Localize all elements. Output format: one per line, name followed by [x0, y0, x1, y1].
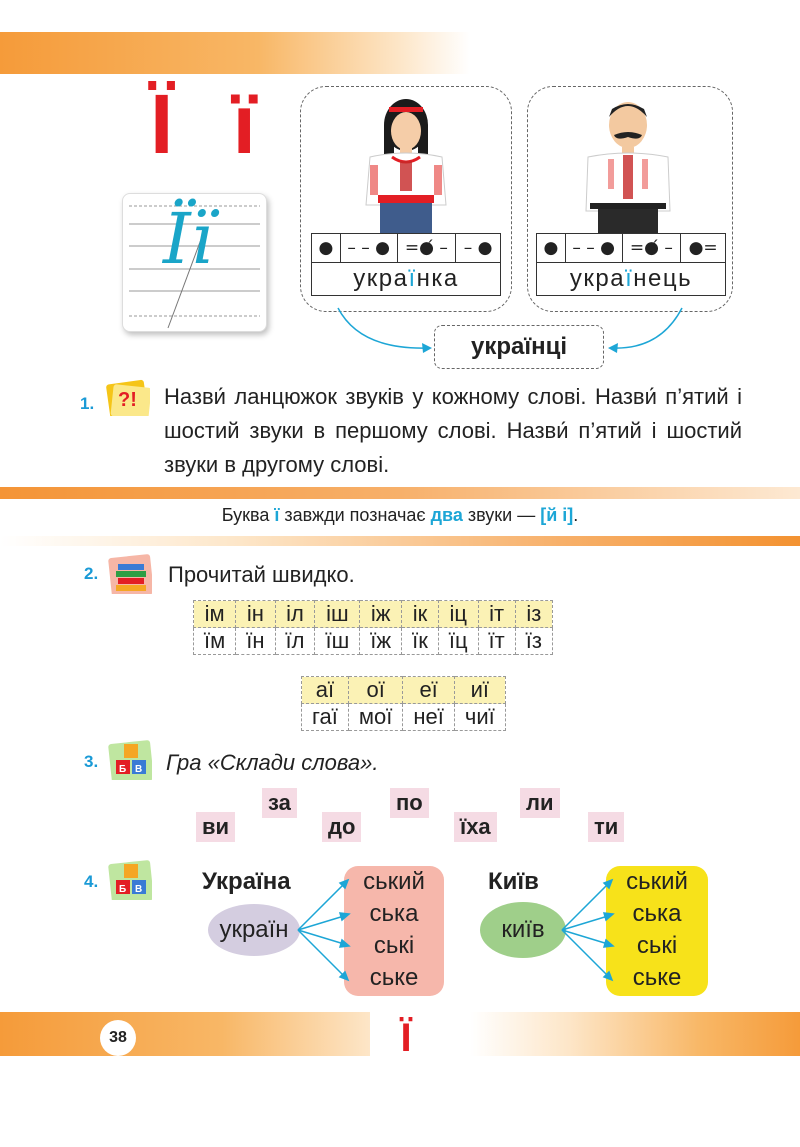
syllable: іц [438, 601, 478, 628]
word-kyiv: Київ [488, 868, 539, 895]
combined-word: українці [434, 325, 604, 369]
syllable: аї [302, 677, 349, 704]
syllable: іт [478, 601, 515, 628]
scheme-cell: – – ● [566, 234, 623, 262]
syllable: ої [348, 677, 402, 704]
syllable-row [302, 704, 506, 731]
word-part: укра [569, 265, 626, 292]
task-2-text: Прочитай швидко. [168, 562, 355, 587]
task-4-number: 4. [84, 872, 99, 891]
rule-top-band [0, 487, 800, 499]
rule-text: Буква [221, 505, 275, 525]
syllable-table-2 [301, 676, 506, 731]
syllable-table-1 [193, 600, 553, 655]
abc-blocks-icon [106, 858, 152, 900]
game-word: ти [588, 812, 624, 842]
game-word: ли [520, 788, 560, 818]
page-number: 38 [100, 1020, 136, 1056]
suffix: ський [626, 868, 688, 895]
rule-bottom-band [0, 536, 800, 546]
suffix: ський [363, 868, 425, 895]
syllable: їз [515, 628, 552, 655]
syllable: їж [360, 628, 402, 655]
syllable: неї [403, 704, 455, 731]
copybook-card [122, 193, 267, 332]
syllable: гаї [302, 704, 349, 731]
word-ukrainets [536, 263, 726, 296]
cursive-letter: Її [163, 198, 214, 280]
syllable: ім [194, 601, 236, 628]
scheme-cell: =●́ – [398, 234, 457, 262]
suffix: ська [632, 900, 682, 927]
game-word: за [262, 788, 297, 818]
word-part: нка [416, 265, 459, 292]
syllable: із [515, 601, 552, 628]
word-part: укра [353, 265, 409, 292]
arrows-left [296, 874, 352, 986]
suffix: ське [632, 964, 682, 991]
syllable-row [194, 601, 553, 628]
task-3-number: 3. [84, 752, 99, 771]
top-color-band [0, 32, 470, 74]
game-word: ви [196, 812, 235, 842]
word-highlight: ї [625, 265, 634, 292]
scheme-cell: – – ● [341, 234, 398, 262]
game-word: їха [454, 812, 497, 842]
task-3-text: Гра «Склади слова». [166, 750, 379, 775]
game-word: по [390, 788, 429, 818]
game-word: до [322, 812, 361, 842]
syllable: їт [478, 628, 515, 655]
rule-letter: ї [274, 505, 280, 525]
sound-scheme-2 [536, 233, 726, 263]
syllable: іж [360, 601, 402, 628]
root-ukrain: україн [208, 904, 300, 956]
svg-text:В: В [135, 884, 143, 895]
rule-bold: два [430, 505, 463, 525]
rule-text: . [573, 505, 579, 525]
svg-text:Б: Б [119, 764, 127, 775]
syllable: іл [275, 601, 315, 628]
suffix: ське [369, 964, 419, 991]
big-letters: Ї ї [150, 77, 275, 171]
word-ukraina: Україна [202, 868, 291, 895]
ukrainian-man-illustration [578, 95, 678, 233]
arrows-right [560, 874, 616, 986]
rule-sentence [0, 505, 800, 526]
task-2-number: 2. [84, 564, 99, 583]
syllable: їц [438, 628, 478, 655]
svg-text:Б: Б [119, 884, 127, 895]
picture-panel-woman [300, 86, 512, 312]
syllable-row [194, 628, 553, 655]
syllable: іш [315, 601, 360, 628]
syllable: їн [236, 628, 275, 655]
syllable: ік [402, 601, 439, 628]
sound-scheme-1 [311, 233, 501, 263]
think-icon [104, 374, 150, 416]
scheme-cell: ● [312, 234, 341, 262]
svg-text:В: В [135, 764, 143, 775]
syllable: чиї [454, 704, 505, 731]
footer-band-left [0, 1012, 370, 1056]
scheme-cell: – ● [463, 238, 493, 258]
syllable: їл [275, 628, 315, 655]
suffix: ські [636, 932, 678, 959]
footer-band-right [470, 1012, 800, 1056]
syllable-row [302, 677, 506, 704]
word-ukrainka [311, 263, 501, 296]
task-1-text: Назви́ ланцюжок звуків у кожному слові. Назви́ п’ятий і шостий звуки в першому слові. Назви́ п’ятий і шостий звуки в другому слові. [164, 384, 742, 477]
syllable: мої [348, 704, 402, 731]
suffix-box-left [344, 866, 444, 996]
scheme-cell: =●́ – [623, 234, 682, 262]
books-icon [106, 552, 152, 594]
word-part: нець [633, 265, 693, 292]
suffix: ські [373, 932, 415, 959]
svg-text:?!: ?! [118, 389, 137, 411]
scheme-cell: ●= [688, 238, 718, 258]
syllable: їш [315, 628, 360, 655]
syllable: еї [403, 677, 455, 704]
scheme-cell: ● [537, 234, 566, 262]
suffix-box-right [606, 866, 708, 996]
footer-letter: Ї [400, 1016, 412, 1060]
abc-blocks-icon [106, 738, 152, 780]
syllable: їм [194, 628, 236, 655]
task-1-number: 1. [80, 394, 95, 413]
suffix: ська [369, 900, 419, 927]
syllable: иї [454, 677, 505, 704]
picture-panel-man [527, 86, 733, 312]
syllable: ін [236, 601, 275, 628]
syllable: їк [402, 628, 439, 655]
ukrainian-woman-illustration [356, 95, 456, 233]
root-kyiv: київ [480, 902, 566, 958]
word-highlight: ї [408, 265, 417, 292]
rule-text: завжди позначає [279, 505, 431, 525]
rule-text: звуки — [462, 505, 541, 525]
rule-sounds: [й і] [540, 505, 574, 525]
